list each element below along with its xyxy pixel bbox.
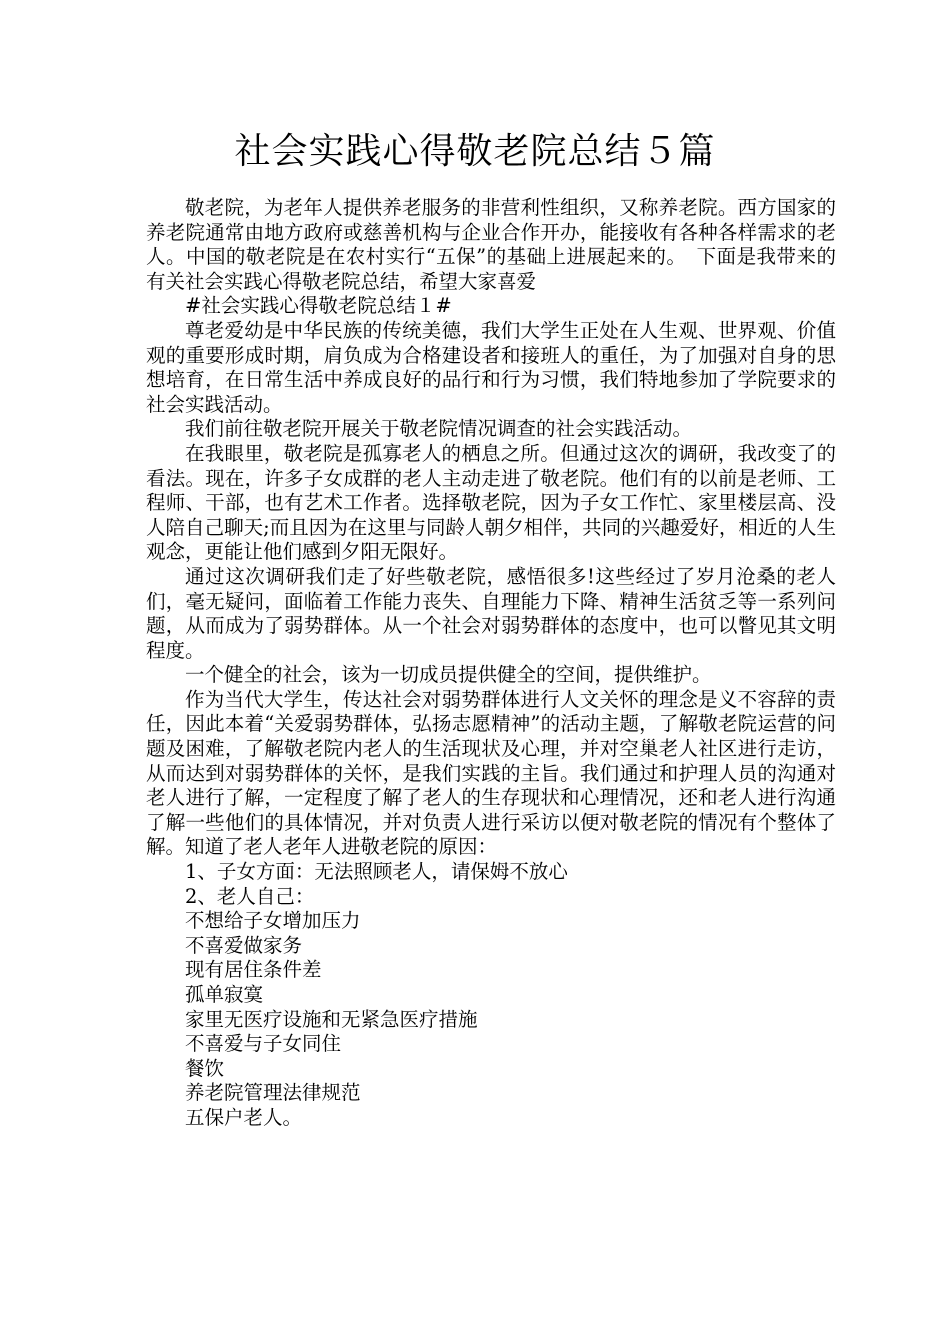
list-item: 现有居住条件差 bbox=[185, 958, 322, 982]
document-body bbox=[146, 196, 836, 1131]
paragraph-intro: 敬老院，为老年人提供养老服务的非营利性组织，又称养老院。西方国家的养老院通常由地方政府或慈善机构与企业合作开办，能接收有各种各样需求的老人。中国的敬老院是在农村实行“五保”的基础上进展起来的。 下面是我带来的有关社会实践心得敬老院总结，希望大家喜爱 bbox=[146, 196, 836, 293]
paragraph: 作为当代大学生，传达社会对弱势群体进行人文关怀的理念是义不容辞的责任，因此本着“关爱弱势群体，弘扬志愿精神”的活动主题，了解敬老院运营的问题及困难，了解敬老院内老人的生活现状及心理，并对空巢老人社区进行走访，从而达到对弱势群体的关怀，是我们实践的主旨。我们通过和护理人员的沟通对老人进行了解，一定程度了解了老人的生存现状和心理情况，还和老人进行沟通了解一些他们的具体情况，并对负责人进行采访以便对敬老院的情况有个整体了解。知道了老人老年人进敬老院的原因： bbox=[146, 687, 836, 859]
list-item: 1、子女方面：无法照顾老人，请保姆不放心 bbox=[185, 860, 568, 884]
section-heading: #社会实践心得敬老院总结１# bbox=[185, 294, 452, 318]
list-item: 餐饮 bbox=[185, 1056, 225, 1080]
list-item: 不喜爱做家务 bbox=[185, 933, 303, 957]
paragraph: 在我眼里，敬老院是孤寡老人的栖息之所。但通过这次的调研，我改变了的看法。现在，许多子女成群的老人主动走进了敬老院。他们有的以前是老师、工程师、干部，也有艺术工作者。选择敬老院，因为子女工作忙、家里楼层高、没人陪自己聊天;而且因为在这里与同龄人朝夕相伴，共同的兴趣爱好，相近的人生观念，更能让他们感到夕阳无限好。 bbox=[146, 441, 836, 564]
list-item: 不喜爱与子女同住 bbox=[185, 1032, 342, 1056]
document-title: 社会实践心得敬老院总结５篇 bbox=[234, 131, 716, 172]
paragraph: 尊老爱幼是中华民族的传统美德，我们大学生正处在人生观、世界观、价值观的重要形成时期，肩负成为合格建设者和接班人的重任，为了加强对自身的思想培育，在日常生活中养成良好的品行和行为习惯，我们特地参加了学院要求的社会实践活动。 bbox=[146, 318, 836, 416]
paragraph: 我们前往敬老院开展关于敬老院情况调查的社会实践活动。 bbox=[185, 417, 693, 441]
list-item: 2、老人自己： bbox=[185, 884, 315, 908]
list-item: 五保户老人。 bbox=[185, 1105, 303, 1129]
list-item: 家里无医疗设施和无紧急医疗措施 bbox=[185, 1007, 478, 1031]
paragraph: 通过这次调研我们走了好些敬老院，感悟很多!这些经过了岁月沧桑的老人们，毫无疑问，面临着工作能力丧失、自理能力下降、精神生活贫乏等一系列问题，从而成为了弱势群体。从一个社会对弱势群体的态度中，也可以瞥见其文明程度。 bbox=[146, 564, 836, 662]
list-item: 不想给子女增加压力 bbox=[185, 909, 361, 933]
list-item: 孤单寂寞 bbox=[185, 983, 264, 1006]
list-item: 养老院管理法律规范 bbox=[185, 1081, 361, 1105]
paragraph: 一个健全的社会，该为一切成员提供健全的空间，提供维护。 bbox=[185, 663, 712, 687]
